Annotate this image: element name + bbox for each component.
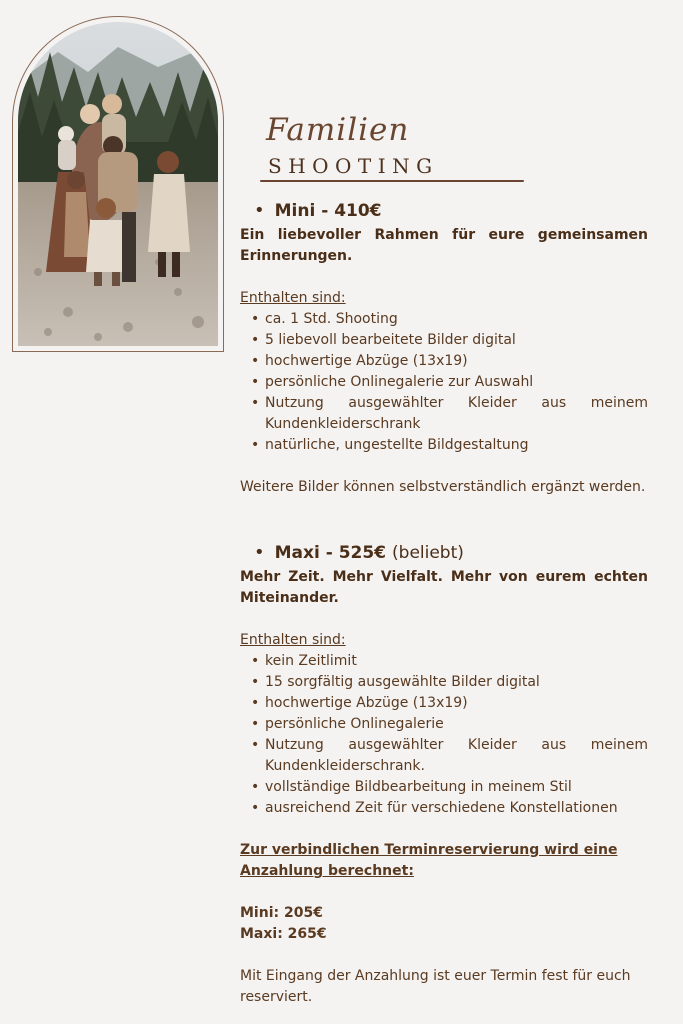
mini-package-heading — [254, 200, 648, 221]
logo-underline — [260, 180, 524, 182]
packages-content — [240, 200, 648, 1008]
maxi-feature-list — [240, 651, 648, 819]
bullet-icon: • — [254, 542, 265, 563]
deposit-heading: Zur verbindlichen Terminreservierung wird eine Anzahlung berechnet: — [240, 842, 618, 879]
mini-note: Weitere Bilder können selbstverständlich ergänzt werden. — [240, 479, 646, 495]
maxi-package-name: Maxi - 525€ — [274, 543, 387, 563]
logo-script-text: Familien — [266, 112, 410, 148]
list-item: • kein Zeitlimit — [250, 651, 648, 672]
list-item: • persönliche Onlinegalerie zur Auswahl — [250, 372, 648, 393]
maxi-package-heading — [254, 542, 648, 563]
mini-feature-list — [240, 309, 648, 456]
family-photo-illustration — [18, 22, 218, 346]
mini-included-label: Enthalten sind: — [240, 290, 346, 306]
list-item: • ausreichend Zeit für verschiedene Konstellationen — [250, 798, 648, 819]
family-photo — [18, 22, 218, 346]
bullet-icon: • — [254, 200, 265, 221]
list-item: • 15 sorgfältig ausgewählte Bilder digital — [250, 672, 648, 693]
list-item: • natürliche, ungestellte Bildgestaltung — [250, 435, 648, 456]
list-item: • hochwertige Abzüge (13x19) — [250, 351, 648, 372]
deposit-mini: Mini: 205€ — [240, 905, 323, 921]
list-item: • Nutzung ausgewählter Kleider aus meinem Kundenkleiderschrank. — [250, 735, 648, 777]
deposit-footer: Mit Eingang der Anzahlung ist euer Termin fest für euch reserviert. — [240, 968, 631, 1005]
list-item: • vollständige Bildbearbeitung in meinem Stil — [250, 777, 648, 798]
maxi-popular-tag: (beliebt) — [392, 543, 464, 563]
familien-shooting-logo — [258, 112, 528, 188]
list-item: • Nutzung ausgewählter Kleider aus meinem Kundenkleiderschrank — [250, 393, 648, 435]
maxi-included-label: Enthalten sind: — [240, 632, 346, 648]
maxi-tagline: Mehr Zeit. Mehr Vielfalt. Mehr von eurem echten Miteinander. — [240, 569, 648, 606]
list-item: • persönliche Onlinegalerie — [250, 714, 648, 735]
logo-caps-text: SHOOTING — [268, 154, 439, 178]
list-item: • 5 liebevoll bearbeitete Bilder digital — [250, 330, 648, 351]
deposit-maxi: Maxi: 265€ — [240, 926, 327, 942]
mini-tagline: Ein liebevoller Rahmen für eure gemeinsamen Erinnerungen. — [240, 227, 648, 264]
list-item: • ca. 1 Std. Shooting — [250, 309, 648, 330]
mini-package-name: Mini - 410€ — [274, 201, 382, 221]
list-item: • hochwertige Abzüge (13x19) — [250, 693, 648, 714]
